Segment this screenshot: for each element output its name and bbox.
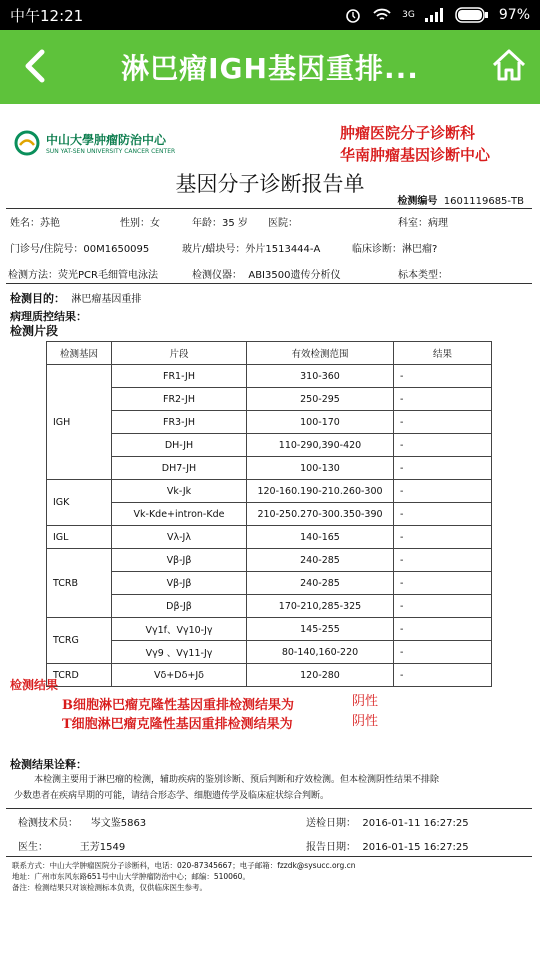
result-cell: - — [394, 595, 492, 618]
dept-label: 科室： — [398, 218, 428, 229]
table-row — [47, 618, 492, 641]
instrument-value: ABI3500遗传分析仪 — [248, 270, 341, 281]
interpret-label: 检测结果诠释： — [10, 758, 87, 771]
gene-cell: TCRB — [47, 549, 112, 618]
gene-cell: IGL — [47, 526, 112, 549]
segment-cell: DH7-JH — [112, 457, 247, 480]
table-header-row — [47, 342, 492, 365]
range-cell: 210-250.270-300.350-390 — [247, 503, 394, 526]
segment-cell: Vγ1f、Vγ10-Jγ — [112, 618, 247, 641]
table-row — [47, 549, 492, 572]
sex-row — [120, 214, 160, 229]
method-label: 检测方法： — [8, 270, 58, 281]
table-row — [47, 641, 492, 664]
dept-line-2: 华南肿瘤基因诊断中心 — [339, 146, 490, 164]
segment-table — [46, 341, 492, 687]
range-cell: 100-130 — [247, 457, 394, 480]
result-cell: - — [394, 411, 492, 434]
range-cell: 240-285 — [247, 572, 394, 595]
status-icons — [344, 6, 530, 24]
gene-cell: IGK — [47, 480, 112, 526]
segment-cell: Dβ-Jβ — [112, 595, 247, 618]
header-gene: 检测基因 — [47, 342, 112, 365]
divider — [6, 283, 532, 284]
contact-line: 联系方式：中山大学肿瘤医院分子诊断科，电话：020-87345667；电子邮箱：fzzdk@sysucc.org.cn — [12, 861, 356, 870]
segment-cell: Vk-Jk — [112, 480, 247, 503]
dept-line-1: 肿瘤医院分子诊断科 — [339, 124, 475, 142]
send-row — [306, 814, 469, 829]
hospital-logo — [14, 130, 175, 156]
segment-cell: Vβ-Jβ — [112, 572, 247, 595]
table-row — [47, 411, 492, 434]
interpret-text — [14, 772, 524, 804]
table-row — [47, 388, 492, 411]
interpret-line-2: 少数患者在疾病早期的可能，请结合形态学、细胞遗传学及临床症状综合判断。 — [14, 791, 330, 801]
sex-value: 女 — [150, 218, 160, 229]
purpose-label: 检测目的： — [10, 292, 65, 305]
dept-value: 病理 — [428, 218, 448, 229]
send-label: 送检日期： — [306, 818, 356, 829]
segment-cell: Vk-Kde+intron-Kde — [112, 503, 247, 526]
divider — [6, 208, 532, 209]
result-cell: - — [394, 526, 492, 549]
dept-heading — [340, 122, 490, 166]
slide-row — [182, 240, 320, 255]
table-row — [47, 526, 492, 549]
gene-cell: TCRG — [47, 618, 112, 664]
table-row — [47, 434, 492, 457]
name-value: 苏艳 — [40, 218, 60, 229]
send-date: 2016-01-11 16:27:25 — [362, 818, 469, 829]
age-value: 35 岁 — [222, 218, 248, 229]
table-row — [47, 572, 492, 595]
result-cell: - — [394, 365, 492, 388]
segment-cell: FR3-JH — [112, 411, 247, 434]
range-cell: 140-165 — [247, 526, 394, 549]
alarm-icon — [344, 6, 362, 24]
report-date: 2016-01-15 16:27:25 — [362, 842, 469, 853]
report-title: 基因分子诊断报告单 — [175, 172, 365, 196]
method-value: 荧光PCR毛细管电泳法 — [58, 270, 158, 281]
tech-label: 检测技术员： — [18, 818, 78, 829]
table-row — [47, 365, 492, 388]
hospital-logo-icon — [14, 130, 40, 156]
range-cell: 240-285 — [247, 549, 394, 572]
range-cell: 120-160.190-210.260-300 — [247, 480, 394, 503]
result-cell: - — [394, 618, 492, 641]
diag-label: 临床诊断： — [352, 244, 402, 255]
range-cell: 80-140,160-220 — [247, 641, 394, 664]
purpose-row — [10, 290, 141, 306]
b-cell-result-value: 阴性 — [352, 694, 379, 709]
status-time: 中午12:21 — [10, 6, 84, 25]
home-icon[interactable] — [490, 46, 528, 84]
age-row — [192, 214, 248, 229]
tech-value: 岑文鉴5863 — [90, 818, 147, 829]
b-cell-result-text: B细胞淋巴瘤克隆性基因重排检测结果为 — [62, 698, 294, 713]
table-row — [47, 664, 492, 687]
doctor-value: 王芳1549 — [79, 842, 126, 853]
divider — [6, 808, 532, 809]
range-cell: 145-255 — [247, 618, 394, 641]
logo-cn: 中山大學肿瘤防治中心 — [46, 133, 167, 147]
segment-cell: FR1-JH — [112, 365, 247, 388]
table-row — [47, 457, 492, 480]
segment-cell: DH-JH — [112, 434, 247, 457]
range-cell: 250-295 — [247, 388, 394, 411]
header-segment: 片段 — [112, 342, 247, 365]
result-cell: - — [394, 457, 492, 480]
table-row — [47, 503, 492, 526]
result-cell: - — [394, 388, 492, 411]
report-row — [306, 838, 469, 853]
signal-icon — [425, 8, 445, 22]
segment-cell: Vλ-Jλ — [112, 526, 247, 549]
result-cell: - — [394, 664, 492, 687]
logo-en: SUN YAT-SEN UNIVERSITY CANCER CENTER — [46, 148, 176, 155]
instrument-row — [192, 266, 340, 281]
code-value: 1601119685-TB — [443, 196, 524, 207]
results-label: 检测结果 — [10, 678, 59, 692]
method-row — [8, 266, 158, 281]
doctor-row — [18, 838, 125, 853]
header-result: 结果 — [394, 342, 492, 365]
back-arrow-icon[interactable] — [18, 48, 54, 84]
report-label: 报告日期： — [306, 842, 356, 853]
outpatient-value: 00M1650095 — [83, 244, 150, 255]
dept-row — [398, 214, 448, 229]
range-cell: 170-210,285-325 — [247, 595, 394, 618]
page-title: 淋巴瘤IGH基因重排... — [121, 52, 419, 85]
address-line: 地址：广州市东风东路651号中山大学肿瘤防治中心；邮编：510060。 — [12, 872, 250, 881]
battery-icon — [455, 7, 489, 23]
range-cell: 110-290,390-420 — [247, 434, 394, 457]
segment-label: 检测片段 — [10, 324, 59, 338]
diag-value: 淋巴瘤? — [402, 244, 438, 255]
segment-cell: Vγ9 、Vγ11-Jγ — [112, 641, 247, 664]
network-label: 3G — [402, 10, 415, 20]
t-cell-result-text: T细胞淋巴瘤克隆性基因重排检测结果为 — [62, 717, 293, 732]
note-line: 备注：检测结果只对该检测标本负责，仅供临床医生参考。 — [12, 883, 207, 892]
status-bar — [0, 0, 540, 30]
purpose-value: 淋巴瘤基因重排 — [71, 294, 142, 305]
outpatient-row — [10, 240, 149, 255]
qc-label: 病理质控结果： — [10, 310, 87, 323]
interpret-line-1: 本检测主要用于淋巴瘤的检测，辅助疾病的鉴别诊断、预后判断和疗效检测。但本检测阴性结果不排除 — [34, 775, 440, 785]
segment-cell: Vδ+Dδ+Jδ — [112, 664, 247, 687]
table-row — [47, 480, 492, 503]
table-row — [47, 595, 492, 618]
instrument-label: 检测仪器： — [192, 270, 242, 281]
gene-cell: IGH — [47, 365, 112, 480]
range-cell: 310-360 — [247, 365, 394, 388]
segment-cell: Vβ-Jβ — [112, 549, 247, 572]
outpatient-label: 门诊号/住院号： — [10, 244, 84, 255]
name-label: 姓名： — [10, 218, 40, 229]
result-cell: - — [394, 434, 492, 457]
segment-cell: FR2-JH — [112, 388, 247, 411]
result-cell: - — [394, 480, 492, 503]
hospital-label: 医院： — [268, 218, 298, 229]
age-label: 年龄： — [192, 218, 222, 229]
sex-label: 性别： — [120, 218, 150, 229]
result-cell: - — [394, 549, 492, 572]
range-cell: 120-280 — [247, 664, 394, 687]
divider — [6, 856, 532, 857]
result-cell: - — [394, 572, 492, 595]
diag-row — [352, 240, 437, 255]
app-bar — [0, 30, 540, 104]
report-code — [397, 192, 524, 207]
slide-value: 外片1513444-A — [245, 244, 321, 255]
patient-name-row — [10, 214, 60, 229]
range-cell: 100-170 — [247, 411, 394, 434]
result-cell: - — [394, 503, 492, 526]
battery-level: 97% — [498, 7, 530, 23]
sample-label: 标本类型： — [398, 270, 448, 281]
slide-label: 玻片/蜡块号： — [182, 244, 246, 255]
result-cell: - — [394, 641, 492, 664]
wifi-icon — [372, 7, 392, 23]
gene-cell: TCRD — [47, 664, 112, 687]
doctor-label: 医生： — [18, 842, 48, 853]
t-cell-result-value: 阴性 — [352, 714, 379, 729]
tech-row — [18, 814, 146, 829]
header-range: 有效检测范围 — [247, 342, 394, 365]
code-label: 检测编号 — [397, 196, 438, 207]
